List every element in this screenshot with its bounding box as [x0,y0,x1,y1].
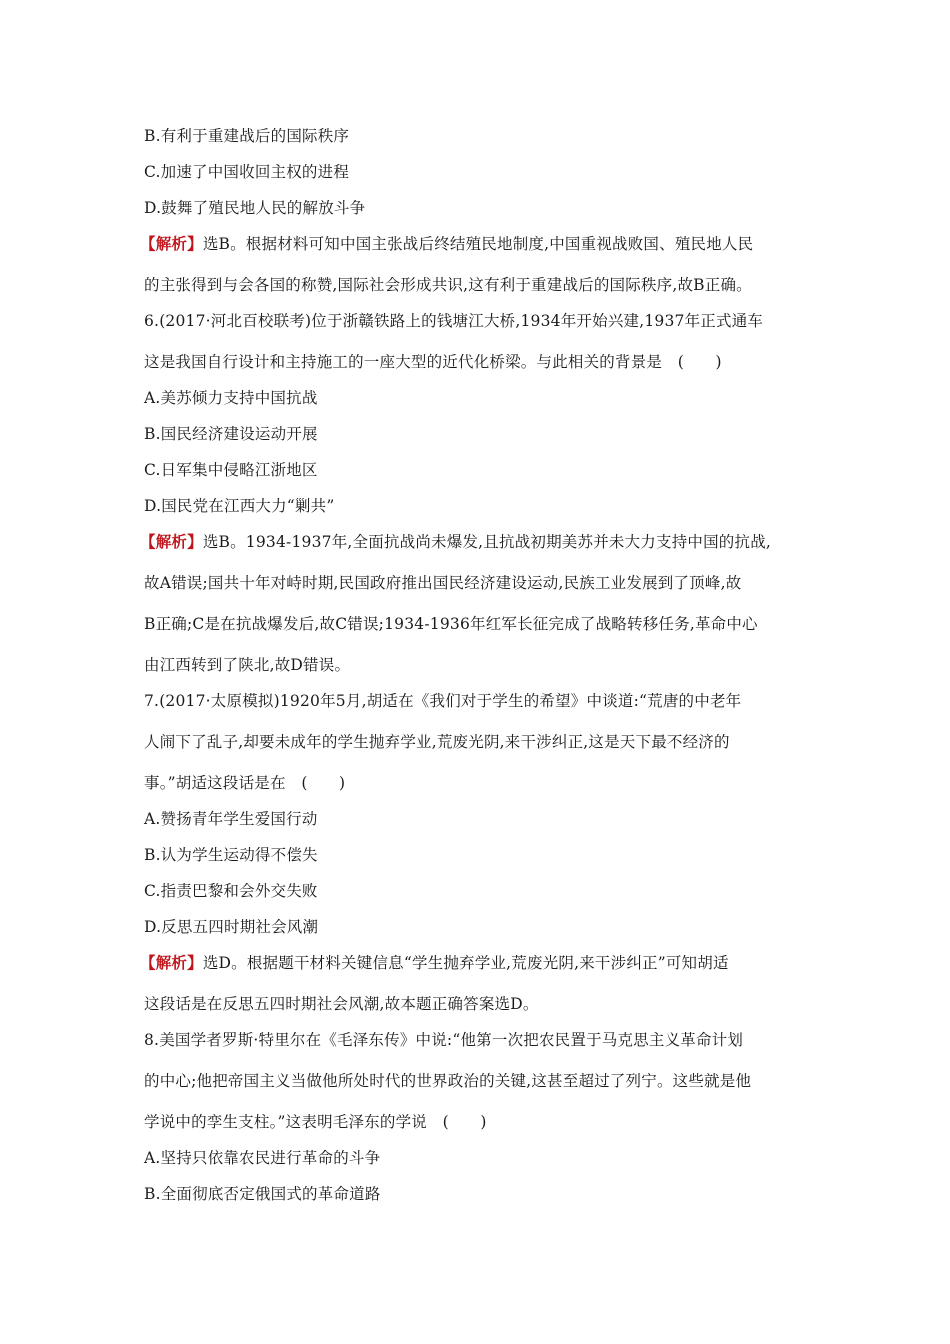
q6-option-b: B.国民经济建设运动开展 [144,425,318,443]
q7-option-c: C.指责巴黎和会外交失败 [144,882,318,900]
q7-analysis-line-2: 这段话是在反思五四时期社会风潮,故本题正确答案选D。 [144,995,539,1013]
q7-stem-line-2: 人闹下了乱子,却要未成年的学生抛弃学业,荒废光阴,来干涉纠正,这是天下最不经济的 [144,733,730,751]
q5-analysis-line-2: 的主张得到与会各国的称赞,国际社会形成共识,这有利于重建战后的国际秩序,故B正确。 [144,276,752,294]
q6-analysis-line-3: B正确;C是在抗战爆发后,故C错误;1934-1936年红军长征完成了战略转移任务,革命中心 [144,615,758,633]
q7-option-d: D.反思五四时期社会风潮 [144,918,319,936]
q7-analysis-line-1 [140,953,729,973]
q6-option-c: C.日军集中侵略江浙地区 [144,461,318,479]
q8-stem-line-2: 的中心;他把帝国主义当做他所处时代的世界政治的关键,这甚至超过了列宁。这些就是他 [144,1072,752,1090]
q8-stem-line-1: 8.美国学者罗斯·特里尔在《毛泽东传》中说:“他第一次把农民置于马克思主义革命计划 [144,1031,744,1049]
q7-stem-line-3: 事。”胡适这段话是在 ( ) [144,774,346,792]
q7-stem-line-1: 7.(2017·太原模拟)1920年5月,胡适在《我们对于学生的希望》中谈道:“荒唐的中老年 [144,692,742,710]
analysis-tag: 【解析】 [140,234,203,253]
q5-option-c: C.加速了中国收回主权的进程 [144,163,350,181]
q6-analysis-line-1 [140,532,771,552]
q7-analysis-text-1: 选D。根据题干材料关键信息“学生抛弃学业,荒废光阴,来干涉纠正”可知胡适 [202,954,729,972]
q6-analysis-line-4: 由江西转到了陕北,故D错误。 [144,656,351,674]
q5-analysis-text-1: 选B。根据材料可知中国主张战后终结殖民地制度,中国重视战败国、殖民地人民 [202,235,754,253]
q6-analysis-text-1: 选B。1934-1937年,全面抗战尚未爆发,且抗战初期美苏并未大力支持中国的抗战, [202,533,772,551]
q5-analysis-line-1 [140,234,753,254]
q5-option-b: B.有利于重建战后的国际秩序 [144,127,350,145]
analysis-tag: 【解析】 [140,953,203,972]
q8-option-b: B.全面彻底否定俄国式的革命道路 [144,1185,381,1203]
q6-option-d: D.国民党在江西大力“剿共” [144,497,335,515]
analysis-tag: 【解析】 [140,532,203,551]
q8-option-a: A.坚持只依靠农民进行革命的斗争 [144,1149,381,1167]
q7-option-a: A.赞扬青年学生爱国行动 [144,810,318,828]
q6-analysis-line-2: 故A错误;国共十年对峙时期,民国政府推出国民经济建设运动,民族工业发展到了顶峰,故 [144,574,742,592]
q6-stem-line-1: 6.(2017·河北百校联考)位于浙赣铁路上的钱塘江大桥,1934年开始兴建,1937年正式通车 [144,312,764,330]
q6-stem-line-2: 这是我国自行设计和主持施工的一座大型的近代化桥梁。与此相关的背景是 ( ) [144,353,722,371]
q5-option-d: D.鼓舞了殖民地人民的解放斗争 [144,199,366,217]
q8-stem-line-3: 学说中的孪生支柱。”这表明毛泽东的学说 ( ) [144,1113,487,1131]
q6-option-a: A.美苏倾力支持中国抗战 [144,389,318,407]
q7-option-b: B.认为学生运动得不偿失 [144,846,318,864]
